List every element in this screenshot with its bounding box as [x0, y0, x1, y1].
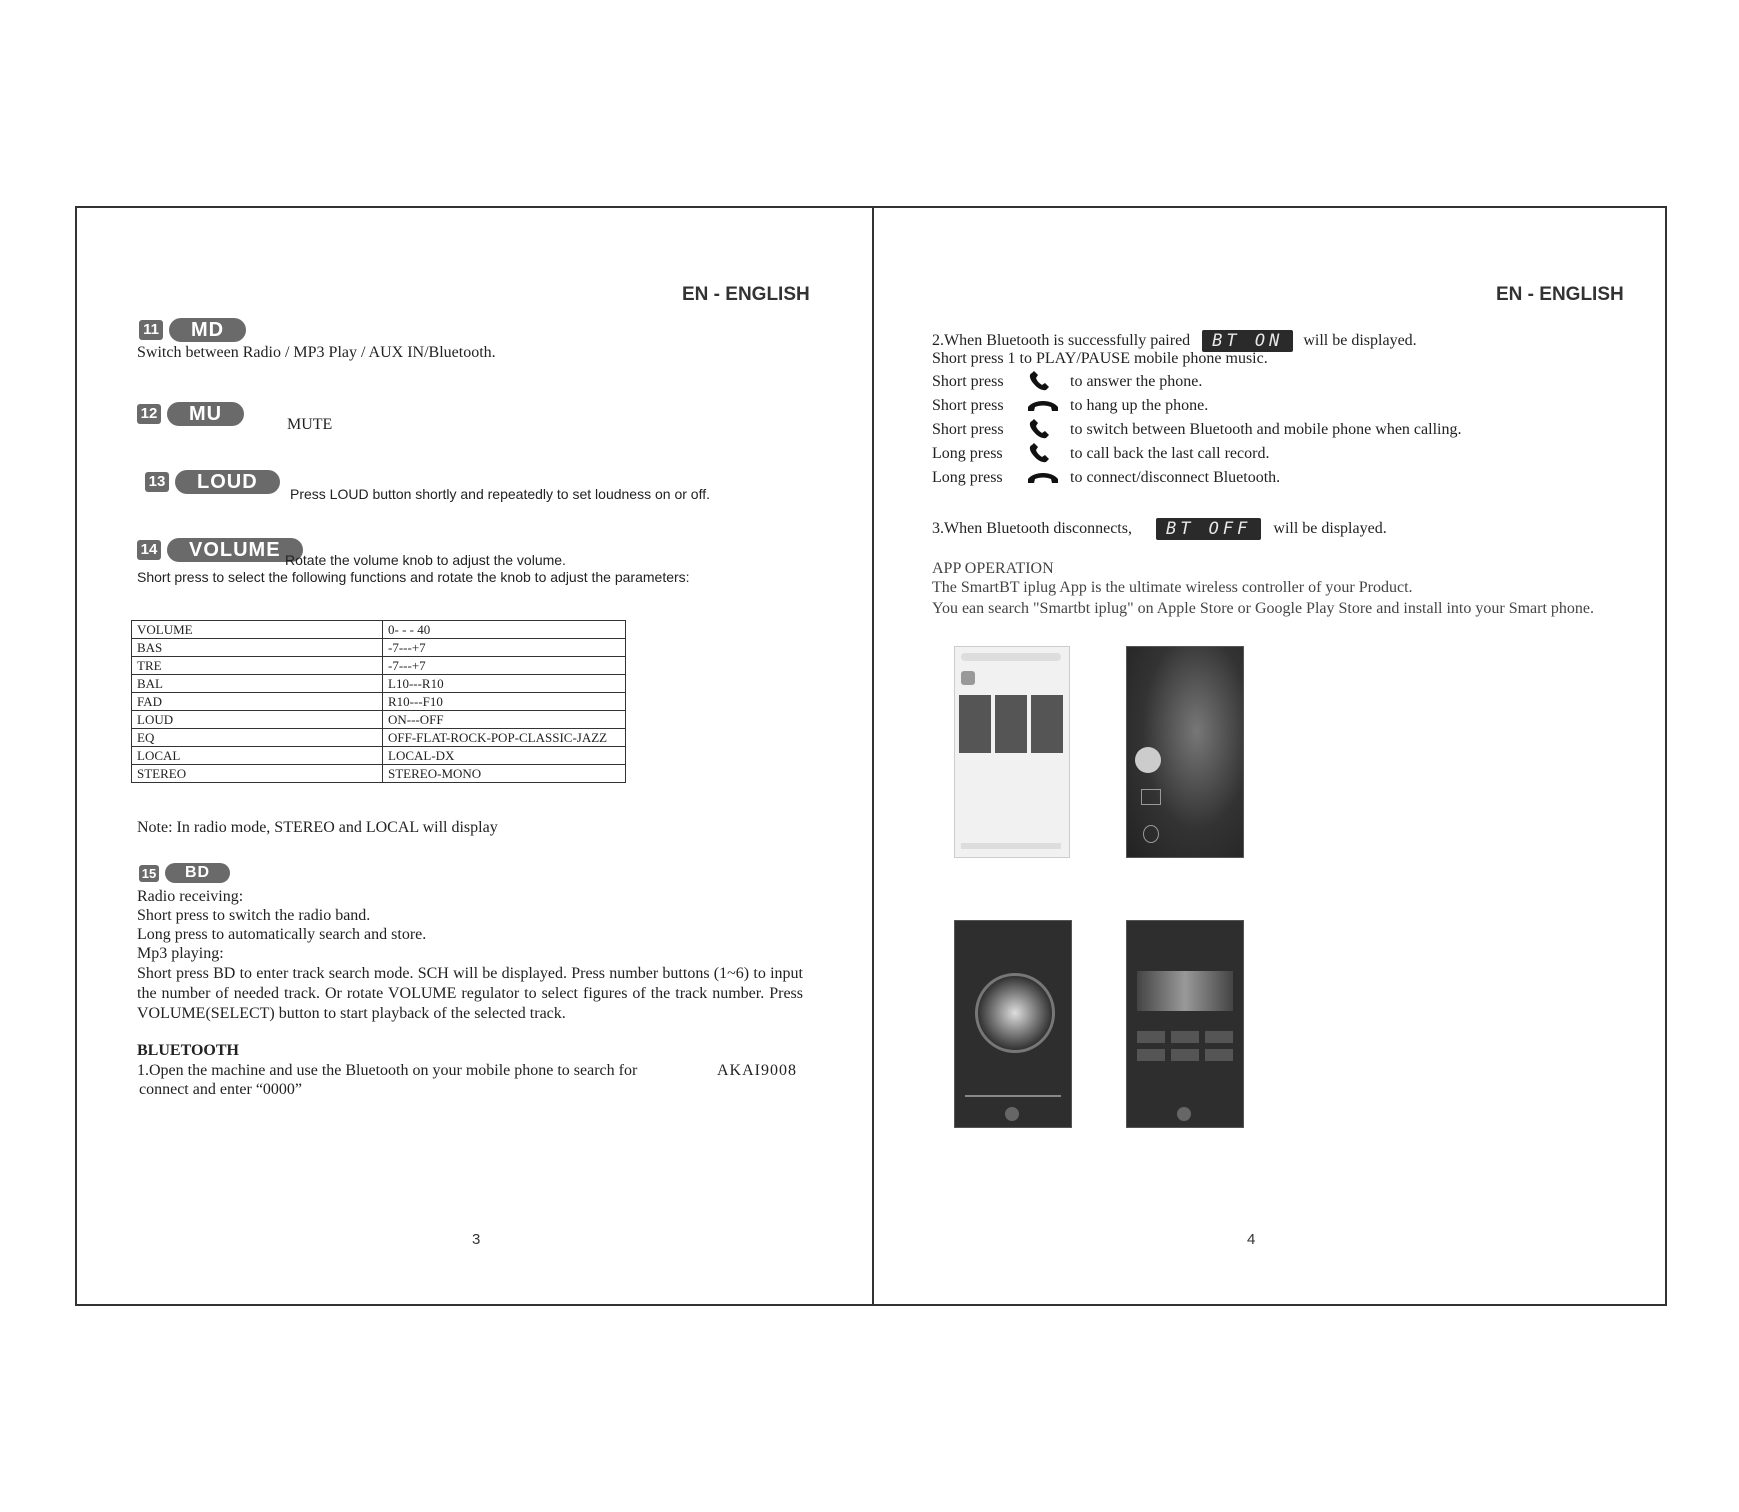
press-type: Short press — [932, 397, 1004, 414]
parameter-range: L10---R10 — [383, 675, 626, 693]
parameter-table — [131, 620, 626, 783]
parameter-range: -7---+7 — [383, 657, 626, 675]
section-number: 13 — [145, 472, 169, 492]
paired-post-text: will be displayed. — [1303, 332, 1417, 349]
app-music-screenshot — [954, 920, 1072, 1128]
table-row — [132, 675, 626, 693]
bd-line: Short press to switch the radio band. — [137, 907, 371, 924]
bd-button-label: BD — [165, 863, 230, 883]
disconnect-line — [932, 518, 1387, 540]
radio-note: Note: In radio mode, STEREO and LOCAL will display — [137, 819, 498, 836]
device-name: AKAI9008 — [717, 1062, 797, 1079]
parameter-name: BAL — [132, 675, 383, 693]
table-row — [132, 711, 626, 729]
call-action-line — [932, 467, 1280, 489]
parameter-range: ON---OFF — [383, 711, 626, 729]
volume-description: Rotate the volume knob to adjust the volume. — [285, 552, 566, 568]
mu-button-label: MU — [167, 402, 244, 426]
lcd-bt-on: BT ON — [1202, 330, 1293, 352]
answer-phone-icon — [1026, 419, 1064, 441]
loud-description: Press LOUD button shortly and repeatedly to set loudness on or off. — [290, 486, 710, 502]
section-number: 15 — [139, 865, 159, 882]
action-text: to call back the last call record. — [1070, 445, 1270, 462]
bd-badge — [139, 863, 230, 883]
parameter-name: EQ — [132, 729, 383, 747]
lcd-bt-off: BT OFF — [1156, 518, 1261, 540]
table-row — [132, 765, 626, 783]
call-action-line — [932, 395, 1208, 417]
volume-button-label: VOLUME — [167, 538, 303, 562]
call-action-line — [932, 419, 1461, 441]
press-type: Long press — [932, 469, 1003, 486]
section-number: 14 — [137, 540, 161, 560]
loud-badge — [145, 470, 280, 494]
section-number: 12 — [137, 404, 161, 424]
md-button-label: MD — [169, 318, 246, 342]
bd-line: Long press to automatically search and store. — [137, 926, 427, 943]
paired-text: 2.When Bluetooth is successfully paired — [932, 332, 1191, 349]
right-page — [874, 208, 1667, 1304]
loud-button-label: LOUD — [175, 470, 280, 494]
app-search-paragraph: You ean search "Smartbt iplug" on Apple Store or Google Play Store and install into your Smart phone. — [932, 600, 1595, 617]
volume-instructions: Short press to select the following functions and rotate the knob to adjust the parameters: — [137, 569, 690, 585]
bd-line: Mp3 playing: — [137, 945, 224, 962]
parameter-name: BAS — [132, 639, 383, 657]
action-text: to hang up the phone. — [1070, 397, 1209, 414]
parameter-name: TRE — [132, 657, 383, 675]
action-text: to switch between Bluetooth and mobile phone when calling. — [1070, 421, 1462, 438]
answer-phone-icon — [1026, 443, 1064, 465]
bluetooth-step1-cont: connect and enter “0000” — [139, 1081, 303, 1098]
left-page — [77, 208, 872, 1304]
table-row — [132, 657, 626, 675]
bd-line: Radio receiving: — [137, 888, 244, 905]
parameter-name: LOCAL — [132, 747, 383, 765]
disconnect-post-text: will be displayed. — [1273, 520, 1387, 537]
press-type: Short press — [932, 373, 1004, 390]
bluetooth-heading: BLUETOOTH — [137, 1042, 239, 1059]
table-row — [132, 621, 626, 639]
call-action-line — [932, 443, 1269, 465]
hangup-phone-icon — [1026, 395, 1064, 417]
md-description: Switch between Radio / MP3 Play / AUX IN/Bluetooth. — [137, 344, 496, 361]
page-number: 3 — [472, 1231, 481, 1248]
table-row — [132, 639, 626, 657]
volume-badge — [137, 538, 303, 562]
app-description: The SmartBT iplug App is the ultimate wireless controller of your Product. — [932, 579, 1413, 596]
manual-spread — [75, 206, 1667, 1306]
bd-track-search-paragraph: Short press BD to enter track search mode. SCH will be displayed. Press number buttons (1~6) to input the number of needed track. Or rotate VOLUME regulator to select figures of the track number. Press VOLUME(SELECT) button to start playback of the selected track. — [137, 965, 803, 1022]
md-badge — [139, 318, 246, 342]
app-home-screenshot — [1126, 646, 1244, 858]
disconnect-text: 3.When Bluetooth disconnects, — [932, 520, 1132, 537]
table-row — [132, 747, 626, 765]
parameter-name: STEREO — [132, 765, 383, 783]
language-label: EN - ENGLISH — [1496, 284, 1624, 305]
parameter-range: 0- - - 40 — [383, 621, 626, 639]
press-type: Short press — [932, 421, 1004, 438]
section-number: 11 — [139, 320, 163, 340]
parameter-range: LOCAL-DX — [383, 747, 626, 765]
table-row — [132, 729, 626, 747]
mu-description: MUTE — [287, 416, 333, 433]
play-pause-line: Short press 1 to PLAY/PAUSE mobile phone music. — [932, 350, 1268, 367]
bluetooth-step1: 1.Open the machine and use the Bluetooth on your mobile phone to search for — [137, 1062, 638, 1079]
answer-phone-icon — [1026, 371, 1064, 393]
parameter-name: LOUD — [132, 711, 383, 729]
mu-badge — [137, 402, 244, 426]
app-heading: APP OPERATION — [932, 560, 1054, 577]
app-store-screenshot — [954, 646, 1070, 858]
language-label: EN - ENGLISH — [682, 284, 810, 305]
call-action-line — [932, 371, 1202, 393]
app-radio-screenshot — [1126, 920, 1244, 1128]
parameter-range: STEREO-MONO — [383, 765, 626, 783]
parameter-range: R10---F10 — [383, 693, 626, 711]
parameter-range: OFF-FLAT-ROCK-POP-CLASSIC-JAZZ — [383, 729, 626, 747]
paired-line — [932, 330, 1417, 352]
parameter-name: VOLUME — [132, 621, 383, 639]
press-type: Long press — [932, 445, 1003, 462]
action-text: to connect/disconnect Bluetooth. — [1070, 469, 1281, 486]
action-text: to answer the phone. — [1070, 373, 1203, 390]
parameter-range: -7---+7 — [383, 639, 626, 657]
hangup-phone-icon — [1026, 467, 1064, 489]
table-row — [132, 693, 626, 711]
parameter-name: FAD — [132, 693, 383, 711]
page-number: 4 — [1247, 1231, 1256, 1248]
